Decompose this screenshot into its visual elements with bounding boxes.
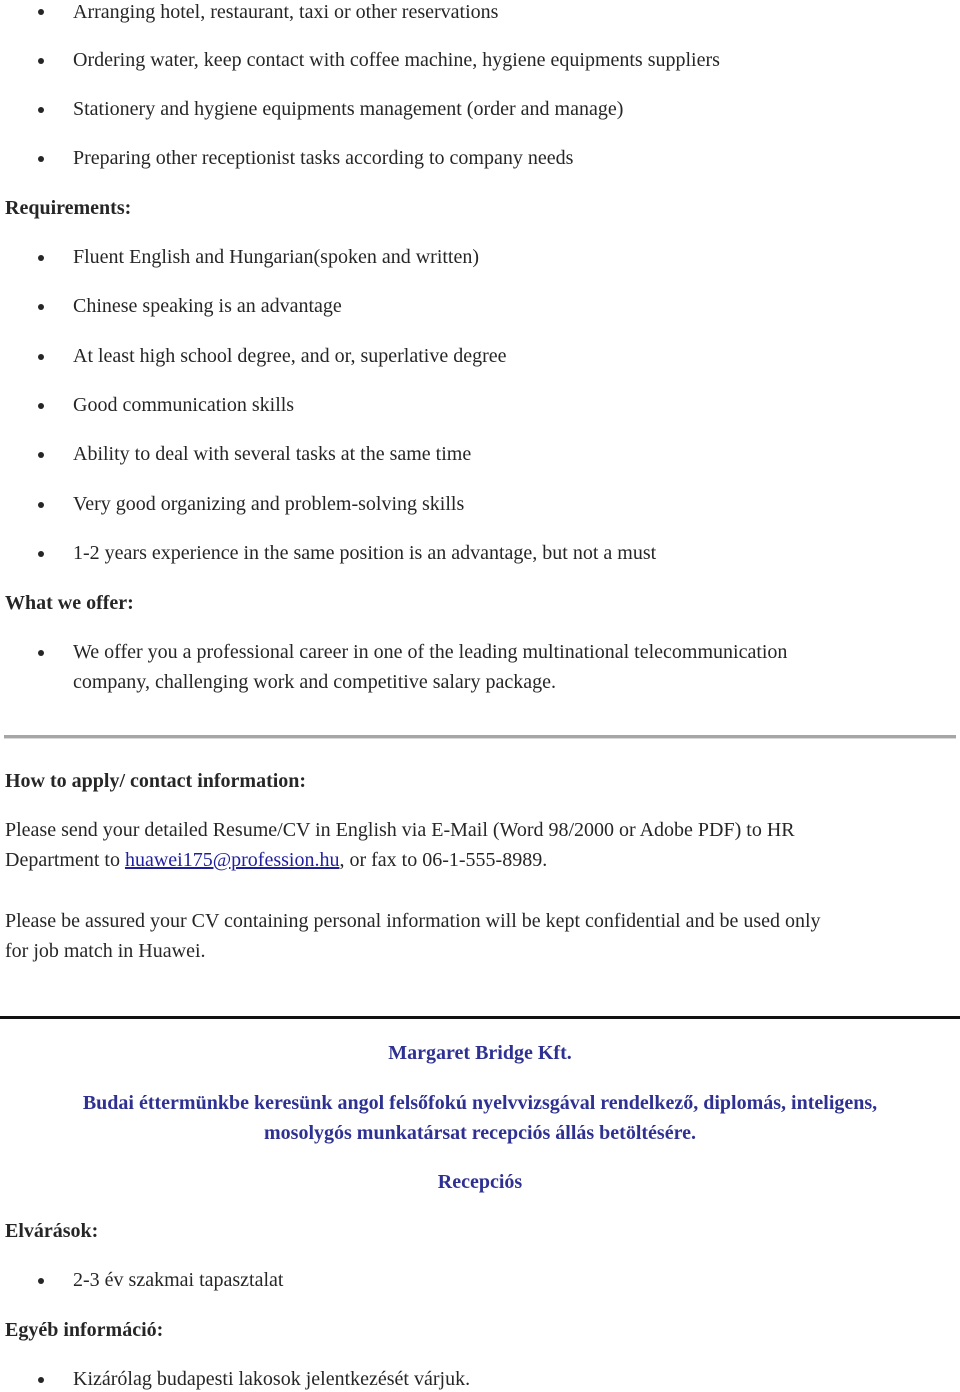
- bullet-icon: [38, 1377, 44, 1383]
- offer-text-line-1: We offer you a professional career in one of the leading multinational telecommunication: [73, 641, 788, 663]
- bullet-icon: [38, 9, 44, 15]
- bullet-icon: [38, 107, 44, 113]
- bullet-icon: [38, 255, 44, 261]
- list-item: 2-3 év szakmai tapasztalat: [73, 1269, 284, 1291]
- list-item: Stationery and hygiene equipments management (order and manage): [73, 98, 624, 120]
- list-item: Chinese speaking is an advantage: [73, 295, 342, 317]
- expectations-heading: Elvárások:: [5, 1220, 99, 1242]
- bullet-icon: [38, 403, 44, 409]
- apply-heading: How to apply/ contact information:: [5, 770, 307, 792]
- offer-heading: What we offer:: [5, 592, 134, 614]
- offer-text-line-2: company, challenging work and competitive salary package.: [73, 671, 556, 693]
- section-divider-thick: [0, 1016, 960, 1019]
- email-link[interactable]: huawei175@profession.hu: [124, 849, 340, 871]
- list-item: Arranging hotel, restaurant, taxi or other reservations: [73, 1, 499, 23]
- list-item: 1-2 years experience in the same position is an advantage, but not a must: [73, 542, 657, 564]
- confidential-text-line-1: Please be assured your CV containing personal information will be kept confidential and be used only: [5, 910, 821, 932]
- apply-fax-text: , or fax to 06-1-555-8989.: [339, 849, 548, 871]
- position-title: Recepciós: [437, 1171, 523, 1193]
- bullet-icon: [38, 304, 44, 310]
- other-info-heading: Egyéb információ:: [5, 1319, 164, 1341]
- list-item: Ordering water, keep contact with coffee machine, hygiene equipments suppliers: [73, 49, 720, 71]
- bullet-icon: [38, 650, 44, 656]
- list-item: Preparing other receptionist tasks according to company needs: [73, 147, 574, 169]
- bullet-icon: [38, 502, 44, 508]
- list-item: At least high school degree, and or, superlative degree: [73, 345, 507, 367]
- bullet-icon: [38, 58, 44, 64]
- list-item: Kizárólag budapesti lakosok jelentkezését várjuk.: [73, 1368, 471, 1390]
- list-item: Fluent English and Hungarian(spoken and written): [73, 246, 480, 268]
- bullet-icon: [38, 452, 44, 458]
- apply-department-text: Department to: [5, 849, 125, 871]
- company-name: Margaret Bridge Kft.: [388, 1042, 572, 1064]
- bullet-icon: [38, 354, 44, 360]
- list-item: Ability to deal with several tasks at the same time: [73, 443, 472, 465]
- ad-intro-line-2: mosolygós munkatársat recepciós állás betöltésére.: [264, 1122, 696, 1144]
- requirements-heading: Requirements:: [5, 197, 132, 219]
- section-divider: [4, 735, 956, 739]
- bullet-icon: [38, 156, 44, 162]
- confidential-text-line-2: for job match in Huawei.: [5, 940, 206, 962]
- apply-text-line-1: Please send your detailed Resume/CV in English via E-Mail (Word 98/2000 or Adobe PDF) to HR: [5, 819, 795, 841]
- apply-text-line-2: [5, 848, 547, 872]
- list-item: Good communication skills: [73, 394, 295, 416]
- ad-intro-line-1: Budai éttermünkbe keresünk angol felsőfokú nyelvvizsgával rendelkező, diplomás, inteligens,: [82, 1092, 878, 1114]
- bullet-icon: [38, 551, 44, 557]
- bullet-icon: [38, 1278, 44, 1284]
- list-item: Very good organizing and problem-solving skills: [73, 493, 465, 515]
